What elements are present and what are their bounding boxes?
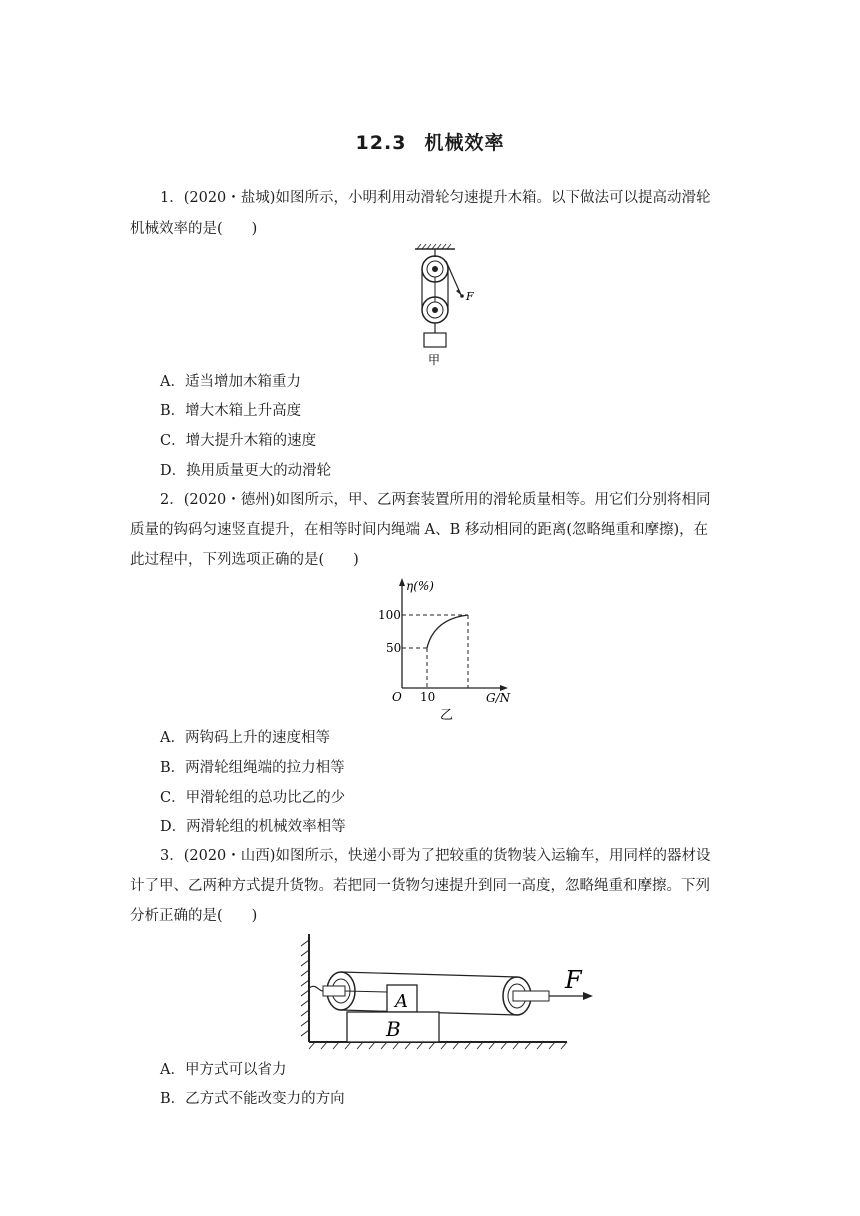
q1-option-a: A．适当增加木箱重力 <box>160 374 301 390</box>
q3-option-a: A．甲方式可以省力 <box>160 1062 287 1078</box>
q2-x-tick-10: 10 <box>420 690 436 704</box>
q1-option-d: D．换用质量更大的动滑轮 <box>160 463 332 479</box>
q3-block-a-label: A <box>395 991 408 1012</box>
q2-line-3: 此过程中，下列选项正确的是( ) <box>130 552 359 568</box>
q3-line-1: 3．(2020・山西)如图所示，快递小哥为了把较重的货物装入运输车，用同样的器材设 <box>160 848 711 864</box>
q1-option-b: B．增大木箱上升高度 <box>160 403 302 419</box>
q2-line-1: 2．(2020・德州)如图所示，甲、乙两套装置所用的滑轮质量相等。用它们分别将相同 <box>160 492 711 508</box>
q1-option-c: C．增大提升木箱的速度 <box>160 433 317 449</box>
q1-force-label: F <box>466 290 474 303</box>
q2-figure-caption: 乙 <box>440 708 454 723</box>
q1-line-2: 机械效率的是( ) <box>130 221 258 237</box>
q3-line-3: 分析正确的是( ) <box>130 908 258 924</box>
q3-force-label: F <box>565 966 582 994</box>
q3-option-b: B．乙方式不能改变力的方向 <box>160 1091 345 1107</box>
q1-pulley-figure <box>395 243 495 368</box>
q3-pulley-figure <box>295 930 582 1055</box>
q2-option-c: C．甲滑轮组的总功比乙的少 <box>160 790 346 806</box>
q2-line-2: 质量的钩码匀速竖直提升，在相等时间内绳端 A、B 移动相同的距离(忽略绳重和摩擦)，在 <box>130 522 709 538</box>
q3-line-2: 计了甲、乙两种方式提升货物。若把同一货物匀速提升到同一高度，忽略绳重和摩擦。下列 <box>130 878 710 894</box>
title-number: 12.3 <box>355 132 407 154</box>
q3-block-b-label: B <box>386 1017 401 1041</box>
q2-origin-label: O <box>392 690 402 704</box>
q2-option-d: D．两滑轮组的机械效率相等 <box>160 819 346 835</box>
q2-option-a: A．两钩码上升的速度相等 <box>160 730 330 746</box>
q2-y-tick-100: 100 <box>378 608 401 622</box>
q1-figure-caption: 甲 <box>428 353 441 367</box>
q2-efficiency-graph <box>372 574 522 724</box>
q2-y-tick-50: 50 <box>386 641 402 655</box>
page-title <box>0 128 860 155</box>
title-text: 机械效率 <box>424 132 505 154</box>
q2-x-label: G/N <box>486 691 511 705</box>
q2-option-b: B．两滑轮组绳端的拉力相等 <box>160 760 345 776</box>
q2-y-label: η(%) <box>406 579 434 593</box>
q1-line-1: 1．(2020・盐城)如图所示，小明利用动滑轮匀速提升木箱。以下做法可以提高动滑轮 <box>160 190 711 206</box>
